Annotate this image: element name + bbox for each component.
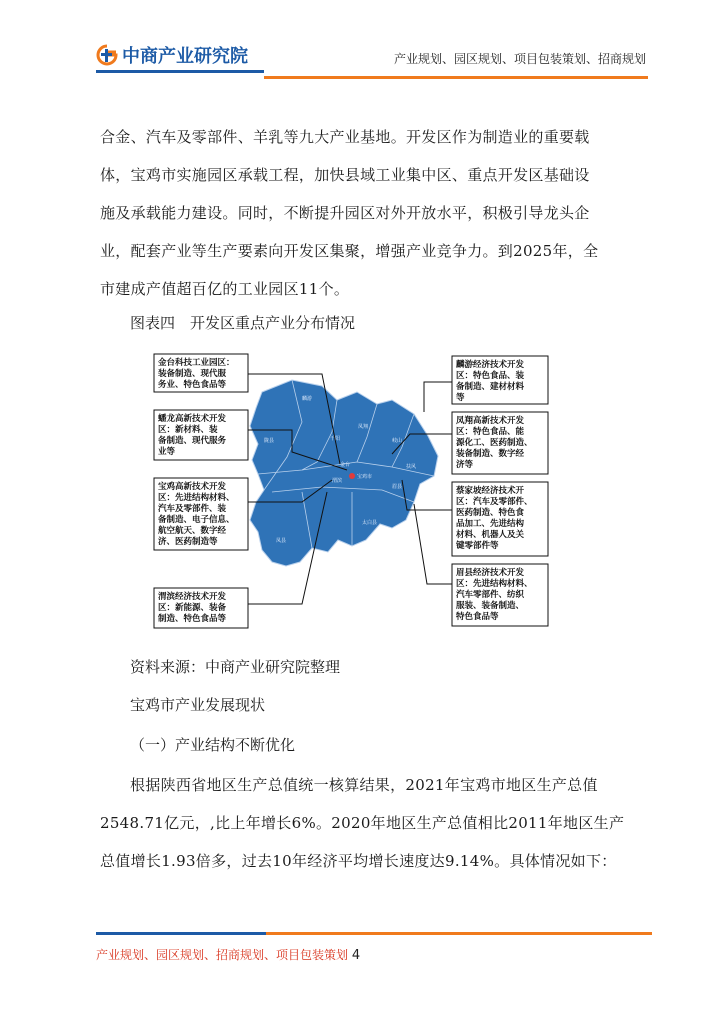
- callout-line: 凤翔高新技术开发: [456, 416, 525, 426]
- body-line: 总值增长1.93倍多，过去10年经济平均增长速度达9.14%。具体情况如下：: [100, 852, 617, 870]
- map-label: 凤翔: [358, 424, 369, 430]
- map-label: 扶风: [406, 464, 417, 470]
- callout-panlong: [154, 410, 248, 460]
- connector-linyou: [424, 382, 452, 412]
- callout-line: 济等: [456, 460, 474, 470]
- body-paragraph: [100, 766, 650, 880]
- footer-rule: [96, 932, 652, 935]
- figure-source: 资料来源：中商产业研究院整理: [130, 658, 341, 676]
- logo-icon: [96, 44, 118, 66]
- callout-line: 服装、装备制造、: [456, 601, 525, 611]
- callout-line: 医药制造、特色食: [456, 508, 525, 518]
- callout-line: 宝鸡高新技术开发: [158, 482, 227, 492]
- callout-line: 渭滨经济技术开发: [158, 592, 227, 602]
- map-label: 眉县: [392, 484, 403, 490]
- callout-line: 装备制造、现代服: [158, 369, 227, 379]
- callout-line: 汽车及零部件、装: [158, 504, 227, 514]
- callout-line: 备制造、电子信息、: [158, 515, 235, 525]
- header-tagline: 产业规划、园区规划、项目包装策划、招商规划: [393, 52, 646, 66]
- footer-tagline: 产业规划、园区规划、招商规划、项目包装策划: [96, 948, 349, 962]
- map-label: 麟游: [302, 396, 313, 402]
- intro-line: 施及承载能力建设。同时，不断提升园区对外开放水平，积极引导龙头企: [100, 204, 590, 222]
- map-label: 宝鸡市: [357, 474, 373, 480]
- callout-line: 备制造、现代服务: [158, 436, 227, 446]
- baoji-map: [250, 380, 438, 566]
- intro-line: 业，配套产业等生产要素向开发区集聚，增强产业竞争力。到2025年，全: [100, 242, 599, 260]
- intro-paragraph: [100, 118, 648, 308]
- intro-line: 体，宝鸡市实施园区承载工程，加快县域工业集中区、重点开发区基础设: [100, 166, 590, 184]
- map-label: 岐山: [392, 438, 403, 444]
- callout-line: 键零部件等: [456, 541, 499, 551]
- callout-line: 区：先进结构材料、: [456, 579, 533, 589]
- figure-title: 图表四 开发区重点产业分布情况: [130, 314, 356, 332]
- callout-line: 装备制造、数字经: [456, 449, 525, 459]
- callout-line: 金台科技工业园区：: [158, 358, 235, 368]
- callout-line: 务业、特色食品等: [158, 380, 227, 390]
- callout-line: 材料、机器人及关: [456, 530, 525, 540]
- subsection-title: （一）产业结构不断优化: [130, 736, 296, 754]
- callout-line: 汽车零部件、纺织: [456, 590, 525, 600]
- footer-rule-blue: [96, 932, 266, 935]
- callout-linyou: [452, 356, 548, 404]
- callout-fengxiang: [452, 412, 548, 474]
- logo-text: 中商产业研究院: [122, 46, 248, 67]
- callout-line: 特色食品等: [456, 612, 499, 622]
- industry-map-figure: [152, 352, 552, 632]
- callout-line: 备制造、建材材料: [456, 382, 525, 392]
- map-label: 凤县: [276, 538, 287, 544]
- callout-line: 制造、特色食品等: [158, 614, 227, 624]
- footer-rule-orange: [266, 932, 652, 935]
- callout-line: 区：先进结构材料、: [158, 493, 235, 503]
- callout-line: 区：特色食品、装: [456, 371, 525, 381]
- callout-line: 源化工、医药制造、: [456, 438, 533, 448]
- callout-line: 等: [456, 393, 465, 403]
- map-label: 太白县: [362, 520, 378, 526]
- callout-line: 蟠龙高新技术开发: [158, 414, 227, 424]
- section-title: 宝鸡市产业发展现状: [130, 696, 266, 714]
- callout-line: 麟游经济技术开发: [456, 360, 525, 370]
- intro-line: 市建成产值超百亿的工业园区11个。: [100, 280, 350, 298]
- callout-meixian: [452, 564, 548, 626]
- callout-line: 眉县经济技术开发: [456, 568, 525, 578]
- map-label: 陇县: [264, 438, 275, 444]
- callout-line: 区：汽车及零部件、: [456, 497, 533, 507]
- map-label: 渭滨: [332, 478, 343, 484]
- callout-qiandian: [154, 588, 248, 628]
- callout-line: 航空航天、数字经: [158, 526, 227, 536]
- callout-line: 蔡家坡经济技术开: [456, 486, 525, 496]
- callout-line: 区：新能源、装备: [158, 603, 227, 613]
- callout-line: 济、医药制造等: [158, 537, 218, 547]
- city-marker-baoji: [349, 473, 355, 479]
- callout-line: 区：新材料、装: [158, 425, 218, 435]
- callout-line: 区：特色食品、能: [456, 427, 525, 437]
- map-label: 千阳: [330, 436, 341, 442]
- brand-logo: [96, 42, 248, 68]
- callout-line: 业等: [158, 447, 176, 457]
- page-header: [0, 0, 724, 84]
- callout-caijiapo: [452, 482, 548, 556]
- page-footer: [96, 946, 360, 963]
- body-line: 根据陕西省地区生产总值统一核算结果，2021年宝鸡市地区生产总值: [130, 776, 598, 794]
- callout-jintai: [154, 354, 248, 392]
- map-label: 金台: [340, 462, 351, 468]
- page-number: 4: [351, 948, 361, 963]
- callout-baoji-hitech: [154, 478, 248, 550]
- body-line: 2548.71亿元，,比上年增长6%。2020年地区生产总值相比2011年地区生产: [100, 814, 625, 832]
- header-rule-blue: [96, 70, 264, 73]
- callout-line: 品加工、先进结构: [456, 519, 525, 529]
- connector-meixian: [414, 504, 452, 584]
- intro-line: 合金、汽车及零部件、羊乳等九大产业基地。开发区作为制造业的重要载: [100, 128, 590, 146]
- header-rule-orange: [264, 76, 648, 79]
